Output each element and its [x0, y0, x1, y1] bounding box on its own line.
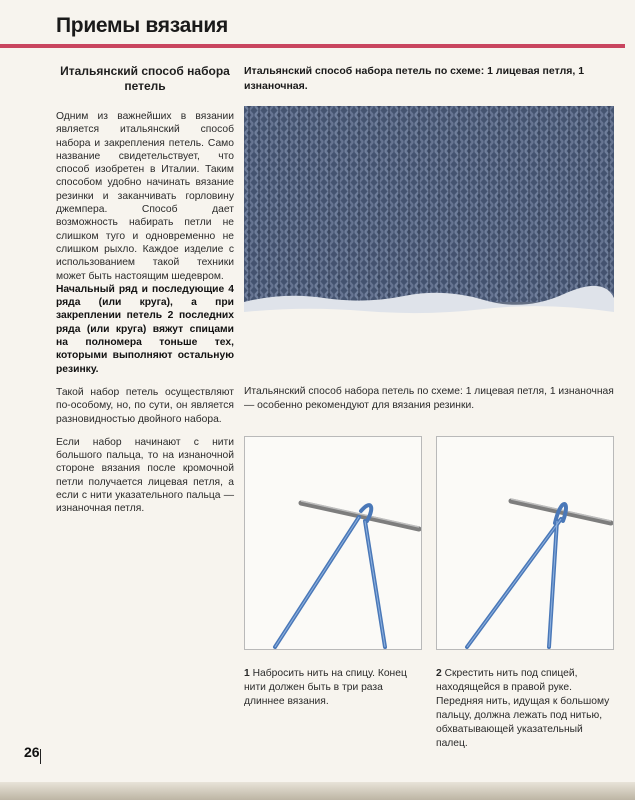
yarn-over-needle-icon — [245, 437, 421, 649]
section-title: Итальянский способ набора петель — [60, 64, 230, 93]
intro-paragraph: Одним из важнейших в вязании является итальянский способ набора и закрепления петель. Само название свидетельствует, что способ изобретен в Италии. Таким способом удобно начинать вязание резинки и заканчивать горловину джемпера. Способ дает возможность набирать петли не слишком туго и одновременно не слишком рыхло. Каждое изделие с использованием такой техники может быть настоящим шедевром. — [56, 111, 234, 282]
step-number: 2 — [436, 668, 442, 679]
step-text: Набросить нить на спицу. Конец нити должен быть в три раза длиннее вязания. — [244, 668, 407, 707]
figure-2 — [436, 436, 614, 650]
step-text: Скрестить нить под спицей, находящейся в правой руке. Передняя нить, идущая к большому пальцу, должна лежать под нитью, обхватывающей указательный палец. — [436, 668, 610, 749]
figure-1 — [244, 436, 422, 650]
page-title: Приемы вязания — [56, 14, 228, 37]
top-caption: Итальянский способ набора петель по схеме: 1 лицевая петля, 1 изнаночная. — [244, 65, 585, 92]
figure-2-caption — [436, 667, 614, 751]
needle-size-paragraph: Начальный ряд и последующие 4 ряда (или круга), а при закреплении петель 2 последних ряда (или круга) вяжут спицами на полномера тоньше тех, которыми выполняют остальную резинку. — [56, 283, 234, 375]
page-header — [0, 0, 635, 52]
crossed-yarn-needle-icon — [437, 437, 613, 649]
page-number-divider — [40, 749, 41, 764]
step-number: 1 — [244, 668, 250, 679]
knitted-rib-photo — [244, 106, 614, 324]
knitted-rib-photo-icon — [244, 106, 614, 324]
thumb-thread-paragraph: Если набор начинают с нити большого пальца, то на изнаночной стороне вязания после кромочной петли получается лицевая петля, а если с нити указательного пальца — изнаночная петля. — [56, 436, 234, 515]
double-cast-paragraph: Такой набор петель осуществляют по-особому, но, по сути, он является разновидностью двойного набора. — [56, 386, 234, 425]
left-column — [56, 64, 234, 516]
page-number: 26 — [24, 744, 40, 760]
photo-caption: Итальянский способ набора петель по схеме: 1 лицевая петля, 1 изнаночная — особенно рекомендуют для вязания резинки. — [244, 386, 614, 411]
page-bottom-edge — [0, 782, 635, 800]
figure-1-caption — [244, 667, 422, 709]
header-rule — [0, 44, 625, 48]
